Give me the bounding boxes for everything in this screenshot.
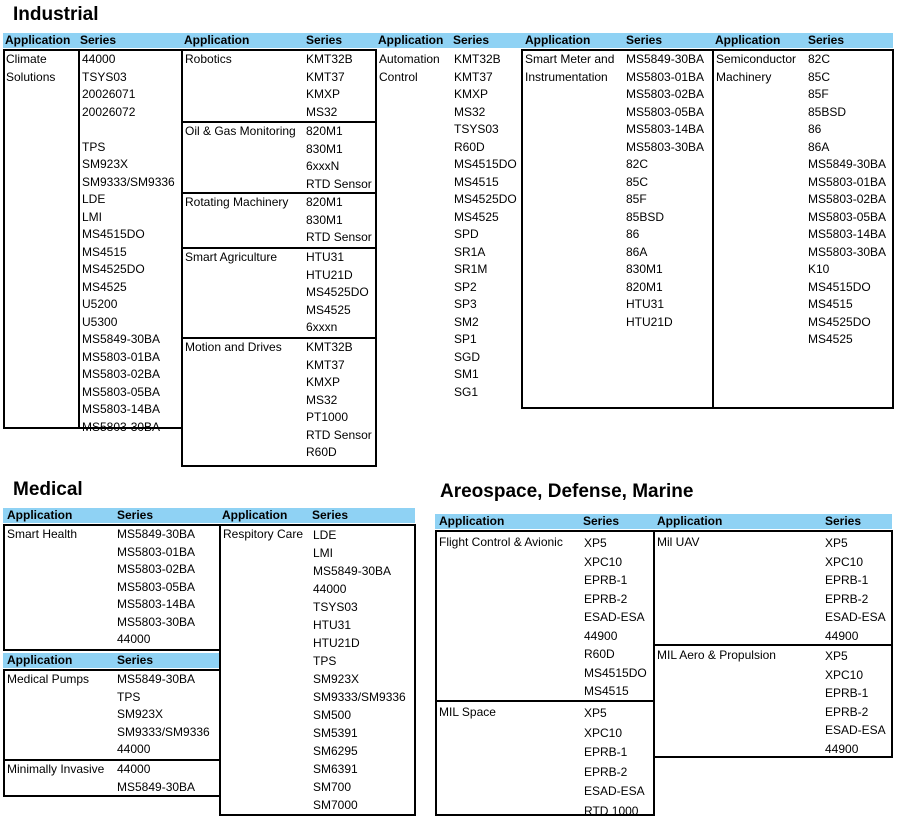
series-item: 830M1 [306,141,372,159]
series-list-motion [306,339,372,462]
series-item: ESAD-ESA [584,608,647,627]
application-mil-space: MIL Space [439,704,496,722]
col-header-series: Series [583,514,619,529]
series-item: KMXP [306,86,353,104]
series-item: R60D [584,645,647,664]
series-item: 44900 [584,627,647,646]
series-item: 82C [626,156,704,174]
series-item: MS5849-30BA [808,156,886,174]
series-item: KMXP [306,374,372,392]
series-item: RTD Sensor [306,176,372,194]
series-list-rotating [306,194,372,247]
application-mil-uav: Mil UAV [657,534,699,552]
series-item: MS4515 [82,244,175,262]
series-item: MS5849-30BA [117,526,195,544]
series-item: SG1 [454,384,517,402]
series-item: SM6391 [313,760,406,778]
application-robotics: Robotics [185,51,232,69]
series-item: SM9333/SM9336 [117,724,210,742]
application-smart-meter: Smart Meter and Instrumentation [525,51,614,86]
series-item: MS4515 [454,174,517,192]
series-item: MS5803-30BA [626,139,704,157]
series-item: 6xxxN [306,158,372,176]
series-item: 44900 [825,627,886,646]
medical-subheader-row [3,653,219,668]
series-item: 85F [808,86,886,104]
col-header-series: Series [80,33,116,48]
series-item: XPC10 [825,666,886,685]
series-item: 6xxxn [306,319,369,337]
col-header-series: Series [825,514,861,529]
series-list-pumps [117,671,210,759]
series-item [82,121,175,139]
series-item: MS5803-14BA [117,596,195,614]
series-item: TPS [313,652,406,670]
series-item: 44000 [82,51,175,69]
series-item: HTU31 [626,296,704,314]
series-item: 85BSD [626,209,704,227]
series-item: 820M1 [306,123,372,141]
col-header-application: Application [657,514,722,529]
series-item: MS4515DO [454,156,517,174]
series-list-smart-meter [626,51,704,331]
series-item: EPRB-2 [584,763,645,783]
aerospace-title: Areospace, Defense, Marine [440,481,693,503]
series-item: MS5803-05BA [82,384,175,402]
series-list-climate [82,51,175,436]
series-item: SPD [454,226,517,244]
series-item: LDE [82,191,175,209]
series-item: SM923X [82,156,175,174]
series-item: MS5803-02BA [82,366,175,384]
series-item: EPRB-1 [584,743,645,763]
series-item: MS32 [306,392,372,410]
series-item: SR1M [454,261,517,279]
col-header-series: Series [626,33,662,48]
col-header-application: Application [184,33,249,48]
application-climate-solutions: Climate Solutions [6,51,55,86]
series-item: SM9333/SM9336 [313,688,406,706]
series-item: EPRB-2 [825,590,886,609]
series-item: SM7000 [313,796,406,814]
series-item: KMT37 [454,69,517,87]
series-item: MS5803-01BA [117,544,195,562]
series-list-robotics [306,51,353,121]
col-header-application: Application [525,33,590,48]
series-item: ESAD-ESA [825,721,886,740]
col-header-series: Series [117,508,153,523]
series-item: SGD [454,349,517,367]
series-item: 44000 [117,761,195,779]
medical-title: Medical [13,479,83,501]
series-item: XP5 [825,647,886,666]
series-item: MS5803-02BA [117,561,195,579]
application-respiratory-care: Respitory Care [223,526,303,544]
series-item: HTU21D [626,314,704,332]
series-item: MS5803-30BA [82,419,175,437]
series-item: MS4515DO [584,664,647,683]
series-item: MS5803-01BA [626,69,704,87]
series-item: XP5 [584,704,645,724]
series-item: 86 [808,121,886,139]
series-item: MS5803-05BA [626,104,704,122]
series-item: 44000 [313,580,406,598]
series-item: MS5803-05BA [808,209,886,227]
series-item: LMI [82,209,175,227]
series-item: KMXP [454,86,517,104]
series-item: SM2 [454,314,517,332]
series-item: LDE [313,526,406,544]
series-item: SP3 [454,296,517,314]
series-item: MS5849-30BA [626,51,704,69]
series-item: TSYS03 [82,69,175,87]
series-item: SM1 [454,366,517,384]
series-item: SM700 [313,778,406,796]
col-header-application: Application [222,508,287,523]
series-list-space [584,704,645,821]
series-item: 85BSD [808,104,886,122]
col-header-application: Application [7,653,72,668]
series-item: MS5803-14BA [626,121,704,139]
industrial-title: Industrial [13,4,99,26]
series-item: SM923X [117,706,210,724]
series-list-flight [584,534,647,701]
series-item: TPS [82,139,175,157]
series-item: MS5803-14BA [808,226,886,244]
series-item: TPS [117,689,210,707]
col-header-application: Application [5,33,70,48]
series-item: 830M1 [306,212,372,230]
series-item: KMT37 [306,69,353,87]
col-header-series: Series [306,33,342,48]
series-item: 44000 [117,741,210,759]
series-item: SM9333/SM9336 [82,174,175,192]
application-flight-control: Flight Control & Avionic [439,534,563,552]
series-list-propulsion [825,647,886,758]
series-item: SR1A [454,244,517,262]
series-item: SP2 [454,279,517,297]
series-item: TSYS03 [313,598,406,616]
col-header-series: Series [117,653,153,668]
series-item: RTD Sensor [306,427,372,445]
series-item: MS4525DO [454,191,517,209]
series-item: EPRB-2 [584,590,647,609]
series-list-uav [825,534,886,645]
medical-header-row [3,508,415,523]
series-item: MS32 [454,104,517,122]
series-item: MS5803-02BA [808,191,886,209]
series-item: KMT32B [306,339,372,357]
col-header-application: Application [715,33,780,48]
series-item: MS4515DO [808,279,886,297]
application-automation-control: Automation Control [379,51,440,86]
series-item: EPRB-1 [584,571,647,590]
series-item: PT1000 [306,409,372,427]
series-item: 82C [808,51,886,69]
series-item: 830M1 [626,261,704,279]
series-item: MS5803-02BA [626,86,704,104]
series-item: KMT37 [306,357,372,375]
series-item: 85F [626,191,704,209]
series-item: RTD Sensor [306,229,372,247]
series-item: MS4515DO [82,226,175,244]
series-item: SM500 [313,706,406,724]
series-item: MS5803-01BA [808,174,886,192]
series-item: MS4525DO [306,284,369,302]
series-item: 86A [808,139,886,157]
series-item: MS5849-30BA [82,331,175,349]
series-item: MS5803-01BA [82,349,175,367]
series-item: MS5803-05BA [117,579,195,597]
series-item: ESAD-ESA [825,608,886,627]
series-item: EPRB-2 [825,703,886,722]
series-item: MS32 [306,104,353,122]
application-minimally-invasive: Minimally Invasive [7,761,104,779]
col-header-series: Series [808,33,844,48]
series-item: U5200 [82,296,175,314]
application-medical-pumps: Medical Pumps [7,671,89,689]
series-item: 820M1 [626,279,704,297]
series-item: MS5803-30BA [808,244,886,262]
series-item: 20026071 [82,86,175,104]
series-item: 820M1 [306,194,372,212]
series-item: R60D [306,444,372,462]
application-smart-health: Smart Health [7,526,77,544]
series-item: 44000 [117,631,195,649]
series-item: R60D [454,139,517,157]
series-item: 86 [626,226,704,244]
series-item: 44900 [825,740,886,759]
series-item: MS5803-30BA [117,614,195,632]
series-list-automation [454,51,517,401]
series-item: KMT32B [306,51,353,69]
series-item: HTU31 [306,249,369,267]
series-list-oil-gas [306,123,372,193]
series-item: MS4525DO [808,314,886,332]
series-item: MS4515 [808,296,886,314]
series-list-agriculture [306,249,369,337]
application-oil-gas: Oil & Gas Monitoring [185,123,296,141]
series-item: 85C [626,174,704,192]
application-smart-agriculture: Smart Agriculture [185,249,277,267]
aerospace-header-row [435,514,892,529]
series-item: MS5849-30BA [313,562,406,580]
series-list-semiconductor [808,51,886,349]
series-list-invasive [117,761,195,796]
series-item: TSYS03 [454,121,517,139]
series-item: XPC10 [825,553,886,572]
series-item: SM5391 [313,724,406,742]
series-item: XPC10 [584,553,647,572]
series-item: MS4525 [808,331,886,349]
series-item: MS4525 [454,209,517,227]
series-item: U5300 [82,314,175,332]
series-item: XP5 [825,534,886,553]
series-list-smart-health [117,526,195,649]
application-semiconductor: Semiconductor Machinery [716,51,796,86]
col-header-series: Series [312,508,348,523]
series-item: MS4525 [306,302,369,320]
industrial-header-row [3,33,893,48]
series-item: MS5803-14BA [82,401,175,419]
series-item: MS4515 [584,682,647,701]
series-item: K10 [808,261,886,279]
series-item: LMI [313,544,406,562]
application-rotating-machinery: Rotating Machinery [185,194,288,212]
series-item: 85C [808,69,886,87]
col-header-series: Series [453,33,489,48]
series-item: ESAD-ESA [584,782,645,802]
series-item: SP1 [454,331,517,349]
series-item: MS4525DO [82,261,175,279]
series-list-respiratory [313,526,406,814]
application-motion-drives: Motion and Drives [185,339,282,357]
series-item: RTD 1000 [584,802,645,821]
series-item: KMT32B [454,51,517,69]
col-header-application: Application [439,514,504,529]
series-item: EPRB-1 [825,684,886,703]
series-item: MS5849-30BA [117,671,210,689]
series-item: HTU31 [313,616,406,634]
col-header-application: Application [7,508,72,523]
column-divider [78,49,80,429]
series-item: 86A [626,244,704,262]
series-item: EPRB-1 [825,571,886,590]
series-item: HTU21D [306,267,369,285]
series-item: XP5 [584,534,647,553]
series-item: 20026072 [82,104,175,122]
series-item: SM6295 [313,742,406,760]
series-item: MS4525 [82,279,175,297]
application-mil-aero-propulsion: MIL Aero & Propulsion [657,647,776,665]
series-item: XPC10 [584,724,645,744]
series-item: SM923X [313,670,406,688]
series-item: MS5849-30BA [117,779,195,797]
series-item: HTU21D [313,634,406,652]
col-header-application: Application [378,33,443,48]
